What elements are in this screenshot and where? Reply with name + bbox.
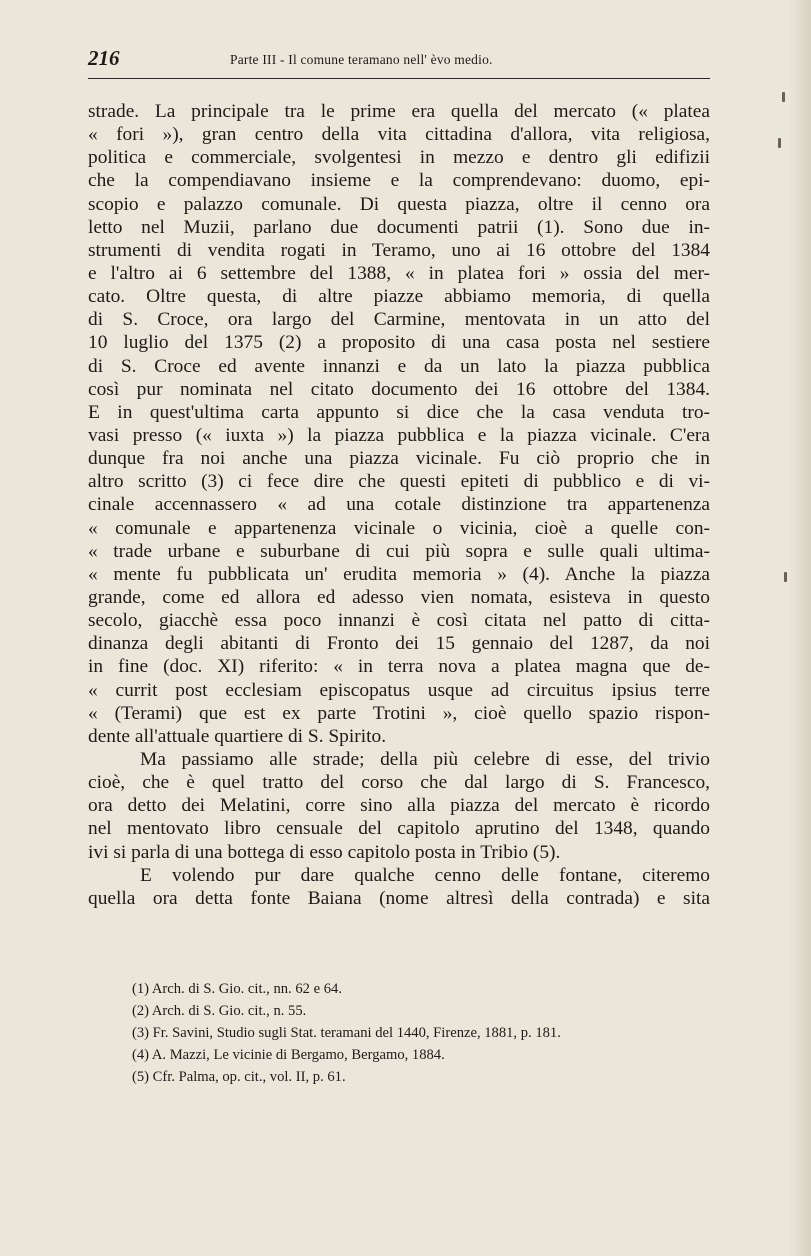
text-line: « trade urbane e suburbane di cui più sopra e sulle quali ultima-	[88, 540, 710, 562]
footnotes	[132, 978, 710, 1088]
text-line: 10 luglio del 1375 (2) a proposito di una casa posta nel sestiere	[88, 332, 710, 354]
margin-speck	[782, 92, 785, 102]
text-line: strade. La principale tra le prime era quella del mercato (« platea	[88, 101, 710, 122]
text-line: « mente fu pubblicata un' erudita memoria » (4). Anche la piazza	[88, 563, 710, 585]
text-line: cinale accennassero « ad una cotale distinzione tra appartenenza	[88, 494, 710, 516]
text-line: dunque fra noi anche una piazza vicinale. Fu ciò proprio che in	[88, 448, 710, 470]
text-line: che la compendiavano insieme e la comprendevano: duomo, epi-	[88, 170, 710, 192]
text-line: dente all'attuale quartiere di S. Spirito.	[88, 725, 387, 747]
body-text	[88, 100, 710, 910]
text-line: in fine (doc. XI) riferito: « in terra nova a platea magna que de-	[88, 656, 710, 678]
footnote: (5) Cfr. Palma, op. cit., vol. II, p. 61.	[132, 1069, 346, 1085]
text-line: strumenti di vendita rogati in Teramo, uno ai 16 ottobre del 1384	[88, 239, 710, 261]
text-line: « (Terami) que est ex parte Trotini », cioè quello spazio rispon-	[88, 702, 710, 724]
text-line: ora detto dei Melatini, corre sino alla piazza del mercato è ricordo	[88, 795, 710, 817]
page-header	[88, 46, 710, 74]
text-line: « fori »), gran centro della vita cittadina d'allora, vita religiosa,	[88, 124, 710, 146]
text-line: di S. Croce ed avente innanzi e da un lato la piazza pubblica	[88, 355, 710, 377]
text-line: E in quest'ultima carta appunto si dice che la casa venduta tro-	[88, 401, 710, 423]
text-line: scopio e palazzo comunale. Di questa piazza, oltre il cenno ora	[88, 193, 710, 215]
text-line: cato. Oltre questa, di altre piazze abbiamo memoria, di quella	[88, 286, 710, 308]
footnote: (3) Fr. Savini, Studio sugli Stat. teramani del 1440, Firenze, 1881, p. 181.	[132, 1025, 561, 1041]
running-title: Parte III - Il comune teramano nell' èvo medio.	[230, 52, 493, 67]
margin-speck	[778, 138, 781, 148]
footnote: (2) Arch. di S. Gio. cit., n. 55.	[132, 1003, 307, 1019]
text-line: grande, come ed allora ed adesso vien nomata, esisteva in questo	[88, 586, 710, 608]
text-line: vasi presso (« iuxta ») la piazza pubblica e la piazza vicinale. C'era	[88, 424, 710, 446]
text-line: E volendo pur dare qualche cenno delle fontane, citeremo	[140, 864, 710, 886]
page-number: 216	[88, 46, 120, 70]
text-line: « comunale e appartenenza vicinale o vicinia, cioè a quelle con-	[88, 517, 710, 539]
text-line: letto nel Muzii, parlano due documenti patrii (1). Sono due in-	[88, 216, 710, 238]
text-line: « currit post ecclesiam episcopatus usque ad circuitus ipsius terre	[88, 679, 710, 701]
page-edge-shadow	[789, 0, 811, 1256]
text-line: Ma passiamo alle strade; della più celebre di esse, del trivio	[140, 748, 710, 770]
text-line: così pur nominata nel citato documento dei 16 ottobre del 1384.	[88, 378, 710, 400]
footnote: (4) A. Mazzi, Le vicinie di Bergamo, Bergamo, 1884.	[132, 1047, 445, 1063]
margin-speck	[784, 572, 787, 582]
text-line: secolo, giacchè essa poco innanzi è così citata nel patto di citta-	[88, 610, 710, 632]
text-line: e l'altro ai 6 settembre del 1388, « in platea fori » ossia del mer-	[88, 262, 710, 284]
text-line: quella ora detta fonte Baiana (nome altresì della contrada) e sita	[88, 887, 710, 909]
text-line: dinanza degli abitanti di Fronto dei 15 gennaio del 1287, da noi	[88, 633, 710, 655]
text-line: cioè, che è quel tratto del corso che dal largo di S. Francesco,	[88, 772, 710, 794]
header-rule	[88, 78, 710, 79]
text-line: ivi si parla di una bottega di esso capitolo posta in Tribio (5).	[88, 841, 561, 863]
text-line: nel mentovato libro censuale del capitolo aprutino del 1348, quando	[88, 818, 710, 840]
text-line: politica e commerciale, svolgentesi in mezzo e dentro gli edifizii	[88, 147, 710, 169]
footnote: (1) Arch. di S. Gio. cit., nn. 62 e 64.	[132, 981, 342, 997]
text-line: altro scritto (3) ci fece dire che questi epiteti di pubblico e di vi-	[88, 471, 710, 493]
text-line: di S. Croce, ora largo del Carmine, mentovata in un atto del	[88, 309, 710, 331]
